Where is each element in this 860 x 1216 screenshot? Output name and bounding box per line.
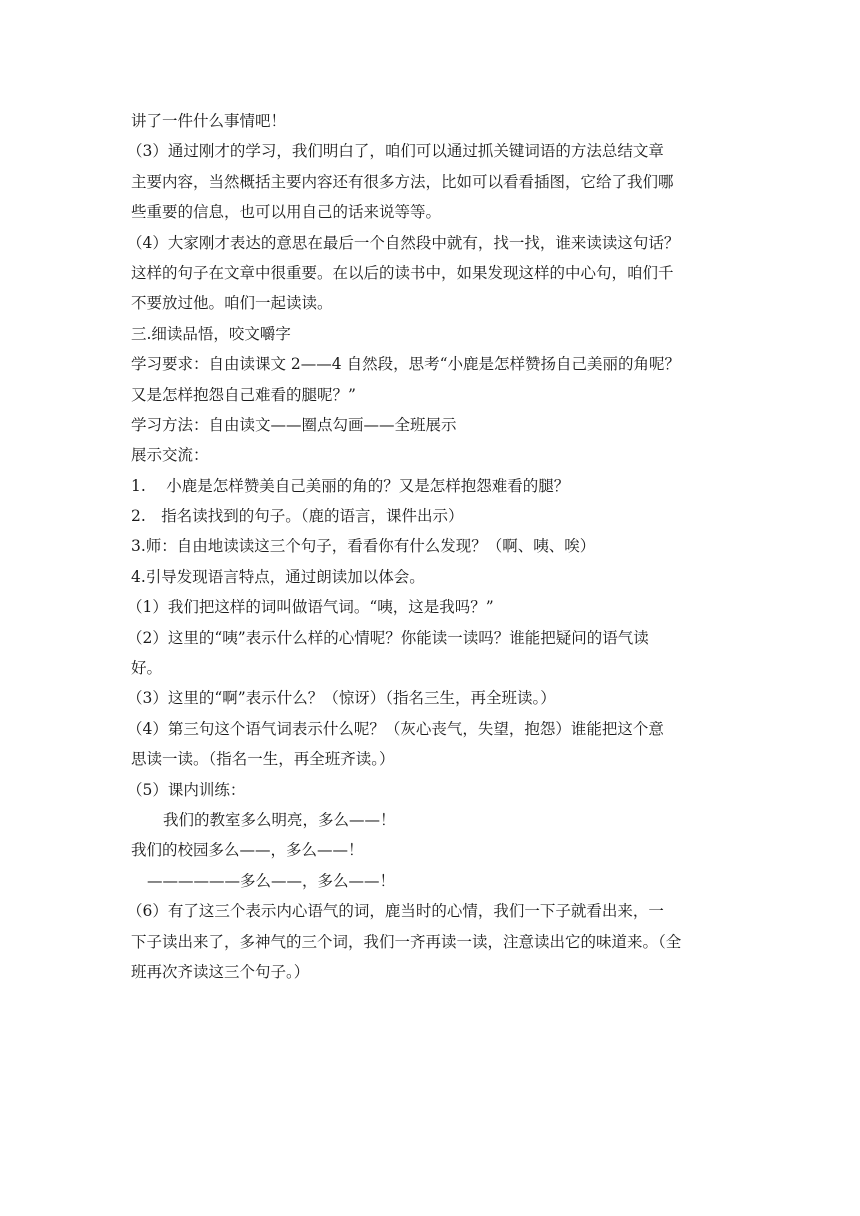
paragraph-line: 下子读出来了，多神气的三个词，我们一齐再读一读，注意读出它的味道来。（全 (131, 932, 682, 951)
exercise-line: 我们的校园多么——，多么——！ (131, 841, 364, 860)
paragraph-line: （5）课内训练： (127, 780, 246, 799)
paragraph-line: （4）大家刚才表达的意思在最后一个自然段中就有，找一找，谁来读读这句话？ (127, 233, 680, 252)
paragraph-line: （6）有了这三个表示内心语气的词，鹿当时的心情，我们一下子就看出来，一 (127, 902, 664, 921)
paragraph-line: 展示交流： (131, 446, 209, 465)
paragraph-line: 不要放过他。咱们一起读读。 (131, 294, 333, 313)
paragraph-line: 好。 (131, 659, 163, 678)
paragraph-line: 主要内容，当然概括主要内容还有很多方法，比如可以看看插图，它给了我们哪 (131, 172, 674, 191)
paragraph-line: 学习要求：自由读课文 2——4 自然段，思考“小鹿是怎样赞扬自己美丽的角呢？ (131, 355, 681, 374)
paragraph-line: 又是怎样抱怨自己难看的腿呢？” (131, 385, 356, 404)
paragraph-line: （1）我们把这样的词叫做语气词。“咦，这是我吗？” (127, 598, 494, 617)
paragraph-line: 班再次齐读这三个句子。） (131, 962, 310, 981)
paragraph-line: 思读一读。（指名一生，再全班齐读。） (131, 750, 395, 769)
document-body (127, 106, 731, 987)
exercise-line: 我们的教室多么明亮，多么——！ (163, 810, 396, 829)
list-item: 3.师：自由地读读这三个句子，看看你有什么发现？（啊、咦、唉） (131, 537, 596, 556)
list-item: 2. 指名读找到的句子。（鹿的语言，课件出示） (131, 507, 464, 526)
paragraph-line: （3）通过刚才的学习，我们明白了，咱们可以通过抓关键词语的方法总结文章 (127, 142, 664, 161)
paragraph-line: 这样的句子在文章中很重要。在以后的读书中，如果发现这样的中心句，咱们千 (131, 263, 674, 282)
list-item: 4.引导发现语言特点，通过朗读加以体会。 (131, 567, 425, 586)
paragraph-line: 讲了一件什么事情吧！ (131, 112, 287, 130)
paragraph-line: 些重要的信息，也可以用自己的话来说等等。 (131, 203, 442, 222)
paragraph-line: 学习方法：自由读文——圈点勾画——全班展示 (131, 415, 457, 434)
list-item: 1. 小鹿是怎样赞美自己美丽的角的？又是怎样抱怨难看的腿？ (131, 476, 570, 495)
paragraph-line: （2）这里的“咦”表示什么样的心情呢？你能读一读吗？谁能把疑问的语气读 (127, 628, 649, 647)
paragraph-line: （4）第三句这个语气词表示什么呢？（灰心丧气，失望，抱怨）谁能把这个意 (127, 719, 664, 738)
section-heading: 三.细读品悟，咬文嚼字 (131, 324, 291, 343)
exercise-line: ——————多么——，多么——！ (147, 871, 396, 890)
paragraph-line: （3）这里的“啊”表示什么？（惊讶）（指名三生，再全班读。） (127, 689, 556, 708)
